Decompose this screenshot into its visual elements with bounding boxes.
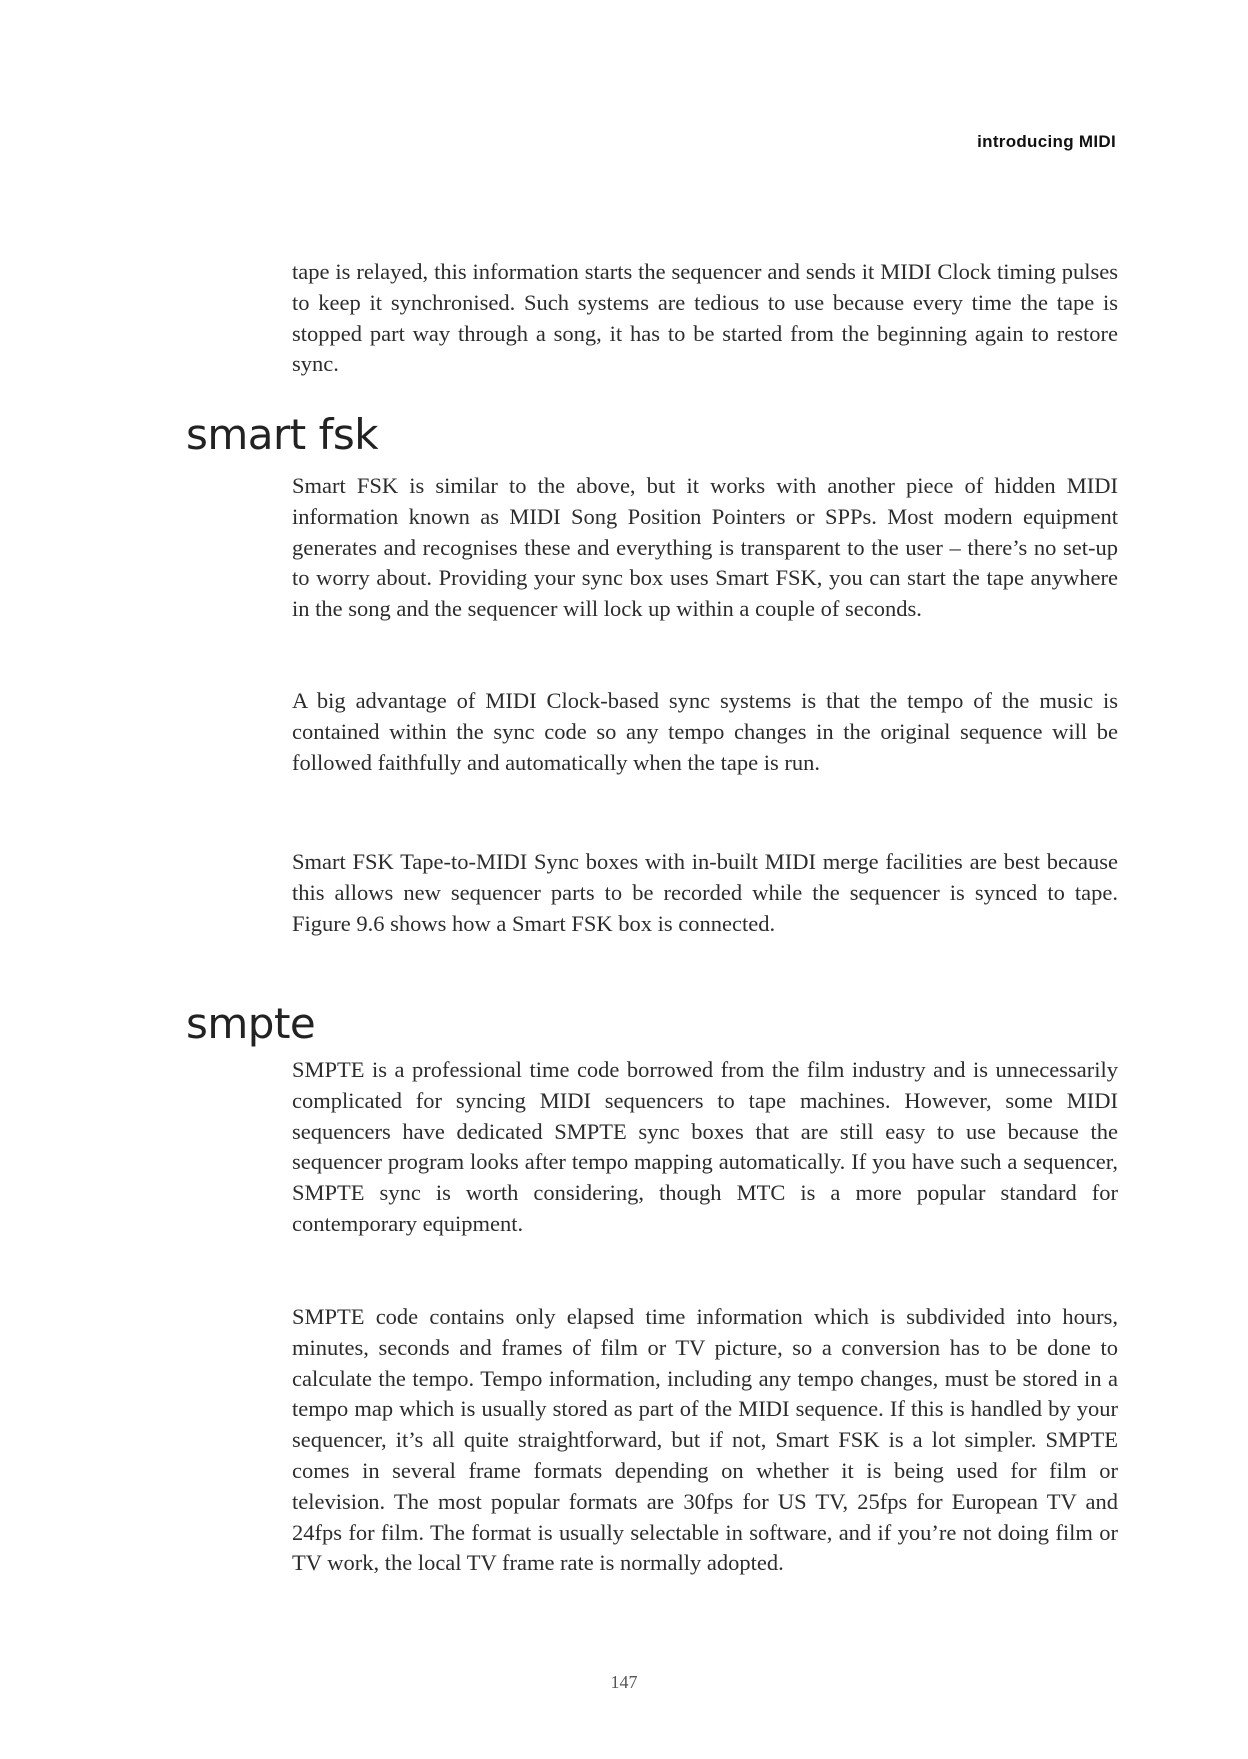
smart-fsk-paragraph-2: A big advantage of MIDI Clock-based sync systems is that the tempo of the music is contained within the sync code so any tempo changes in the original sequence will be followed faithfully and automatically when the tape is run. — [292, 688, 1118, 775]
smart-fsk-paragraph-1: Smart FSK is similar to the above, but it works with another piece of hidden MIDI information known as MIDI Song Position Pointers or SPPs. Most modern equipment generates and recognises these and everything is transparent to the user – there’s no set-up to worry about. Providing your sync box uses Smart FSK, you can start the tape anywhere in the song and the sequencer will lock up within a couple of seconds. — [292, 473, 1118, 622]
smpte-paragraph-2: SMPTE code contains only elapsed time information which is subdivided into hours, minutes, seconds and frames of film or TV picture, so a conversion has to be done to calculate the tempo. Tempo information, including any tempo changes, must be stored in a tempo map which is usually stored as part of the MIDI sequence. If this is handled by your sequencer, it’s all quite straightforward, but if not, Smart FSK is a lot simpler. SMPTE comes in several frame formats depending on whether it is being used for film or television. The most popular formats are 30fps for US TV, 25fps for European TV and 24fps for film. The format is usually selectable in software, and if you’re not doing film or TV work, the local TV frame rate is normally adopted. — [292, 1304, 1118, 1576]
intro-paragraph: tape is relayed, this information starts the sequencer and sends it MIDI Clock timing pulses to keep it synchronised. Such systems are tedious to use because every time the tape is stopped part way through a song, it has to be started from the beginning again to restore sync. — [292, 259, 1118, 377]
running-header: introducing MIDI — [977, 132, 1116, 151]
section-heading-smpte: smpte — [186, 999, 316, 1048]
smart-fsk-paragraph-3: Smart FSK Tape-to-MIDI Sync boxes with in-built MIDI merge facilities are best because this allows new sequencer parts to be recorded while the sequencer is synced to tape. Figure 9.6 shows how a Smart FSK box is connected. — [292, 849, 1118, 936]
page-number: 147 — [610, 1672, 638, 1692]
section-heading-smart-fsk: smart fsk — [186, 410, 379, 459]
smpte-paragraph-1: SMPTE is a professional time code borrowed from the film industry and is unnecessarily complicated for syncing MIDI sequencers to tape machines. However, some MIDI sequencers have dedicated SMPTE sync boxes that are still easy to use because the sequencer program looks after tempo mapping automatically. If you have such a sequencer, SMPTE sync is worth considering, though MTC is a more popular standard for contemporary equipment. — [292, 1057, 1118, 1236]
